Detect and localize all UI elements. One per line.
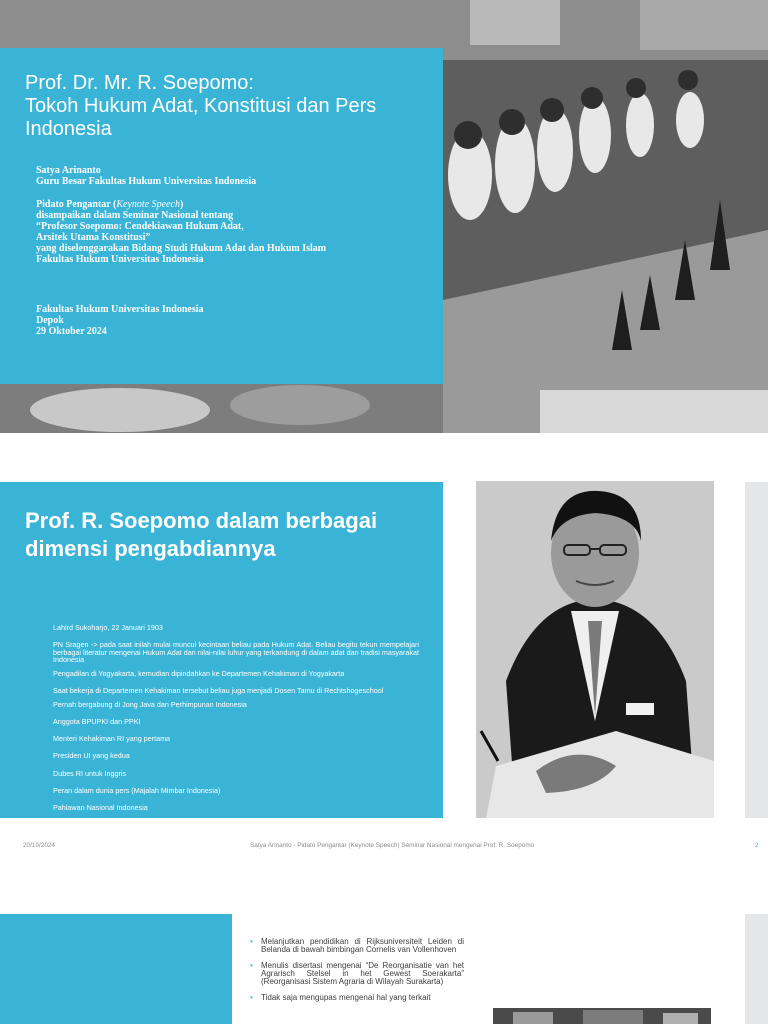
seminar-line-5: Fakultas Hukum Universitas Indonesia bbox=[36, 254, 204, 265]
education-list bbox=[250, 938, 464, 1010]
portrait-illustration bbox=[476, 481, 714, 818]
list-item: Presiden UI yang kedua bbox=[53, 751, 130, 761]
next-slide-strip-3 bbox=[745, 914, 768, 1024]
title-panel-3 bbox=[0, 914, 232, 1024]
list-item-text: Menulis disertasi mengenai “De Reorganisatie van het Agrarisch Stelsel in het Gewest Soerakarta” (Reorganisasi Sistem Agraria di Wilayah Surakarta) bbox=[261, 961, 464, 986]
page-number: 2 bbox=[755, 842, 759, 849]
presentation-title bbox=[25, 72, 435, 141]
list-item: Lahird Sukoharjo, 22 Januari 1903 bbox=[53, 623, 163, 632]
speech-block bbox=[36, 199, 326, 265]
footer-text: Satya Arinanto - Pidato Pengantar (Keynote Speech) Seminar Nasional mengenai Prof. R. Soepomo bbox=[250, 842, 535, 849]
photo-illustration bbox=[493, 1008, 711, 1024]
list-item: Pernah bergabung di Jong Java dan Perhimpunan Indonesia bbox=[53, 699, 247, 709]
list-item-text: Melanjutkan pendidikan di Rijksuniversiteit Leiden di Belanda di bawah bimbingan Cornelis van Vollenhoven bbox=[261, 937, 464, 954]
author-name: Satya Arinanto bbox=[36, 165, 101, 176]
soepomo-portrait bbox=[476, 481, 714, 818]
slide-1 bbox=[0, 0, 768, 433]
seminar-line-1: disampaikan dalam Seminar Nasional tentang bbox=[36, 210, 234, 221]
seminar-line-3: Arsitek Utama Konstitusi” bbox=[36, 232, 151, 243]
list-item: Menteri Kehakiman RI yang pertama bbox=[53, 734, 171, 744]
list-item bbox=[250, 962, 464, 986]
list-item: Dubes RI untuk Inggris bbox=[53, 768, 127, 778]
place-block bbox=[36, 304, 204, 337]
list-item: PN Sragen -> pada saat inilah mulai muncul kecintaan beliau pada Hukum Adat. Beliau begitu tekun mempelajari berbagai literatur mengenai Hukum Adat dan nilai-nilai luhur yang terkandung di dalam adat dan tradisi masyarakat Indonesia bbox=[53, 640, 419, 665]
list-item bbox=[250, 938, 464, 954]
list-item: Peran dalam dunia pers (Majalah Mimbar Indonesia) bbox=[53, 785, 221, 795]
content-panel bbox=[0, 482, 443, 818]
list-item bbox=[250, 994, 464, 1002]
place-line-1: Fakultas Hukum Universitas Indonesia bbox=[36, 304, 204, 315]
title-line-2: Tokoh Hukum Adat, Konstitusi dan Pers bbox=[25, 95, 377, 117]
slide-3 bbox=[0, 858, 768, 1024]
author-block bbox=[36, 165, 256, 187]
title-line-3: Indonesia bbox=[25, 118, 112, 140]
title-line-1: Prof. Dr. Mr. R. Soepomo: bbox=[25, 72, 254, 94]
speech-suffix: ) bbox=[179, 199, 184, 210]
bullet-icon: • bbox=[250, 937, 253, 946]
title-panel bbox=[0, 48, 443, 384]
seminar-line-2: “Profesor Soepomo: Cendekiawan Hukum Adat, bbox=[36, 221, 244, 232]
author-role: Guru Besar Fakultas Hukum Universitas Indonesia bbox=[36, 176, 257, 187]
speech-line bbox=[36, 199, 326, 210]
speech-italic: Keynote Speech bbox=[116, 199, 180, 210]
place-line-2: Depok bbox=[36, 315, 64, 326]
list-item: Pengadilan di Yogyakarta, kemudian dipindahkan ke Departemen Kehakiman di Yogyakarta bbox=[53, 668, 345, 678]
bullet-icon: • bbox=[250, 993, 253, 1002]
slide-title: Prof. R. Soepomo dalam berbagai dimensi pengabdiannya bbox=[25, 508, 378, 561]
slide-2 bbox=[0, 433, 768, 858]
place-line-3: 29 Oktober 2024 bbox=[36, 326, 107, 337]
seminar-line-4: yang diselenggarakan Bidang Studi Hukum Adat dan Hukum Islam bbox=[36, 243, 327, 254]
bullet-icon: • bbox=[250, 961, 253, 970]
list-item: Pahlawan Nasional Indonesia bbox=[53, 802, 148, 812]
list-item: Anggota BPUPKI dan PPKI bbox=[53, 716, 141, 726]
service-list bbox=[53, 624, 419, 821]
list-item: Saat bekerja di Departemen Kehakiman tersebut beliau juga menjadi Dosen Tamu di Rechtshogeschool bbox=[53, 686, 384, 696]
historic-photo-thumbnail bbox=[493, 1008, 711, 1024]
footer-date: 20/10/2024 bbox=[23, 842, 55, 849]
speech-prefix: Pidato Pengantar ( bbox=[36, 199, 117, 210]
next-slide-strip bbox=[745, 482, 768, 818]
list-item-text: Tidak saja mengupas mengenai hal yang terkait bbox=[261, 993, 431, 1002]
